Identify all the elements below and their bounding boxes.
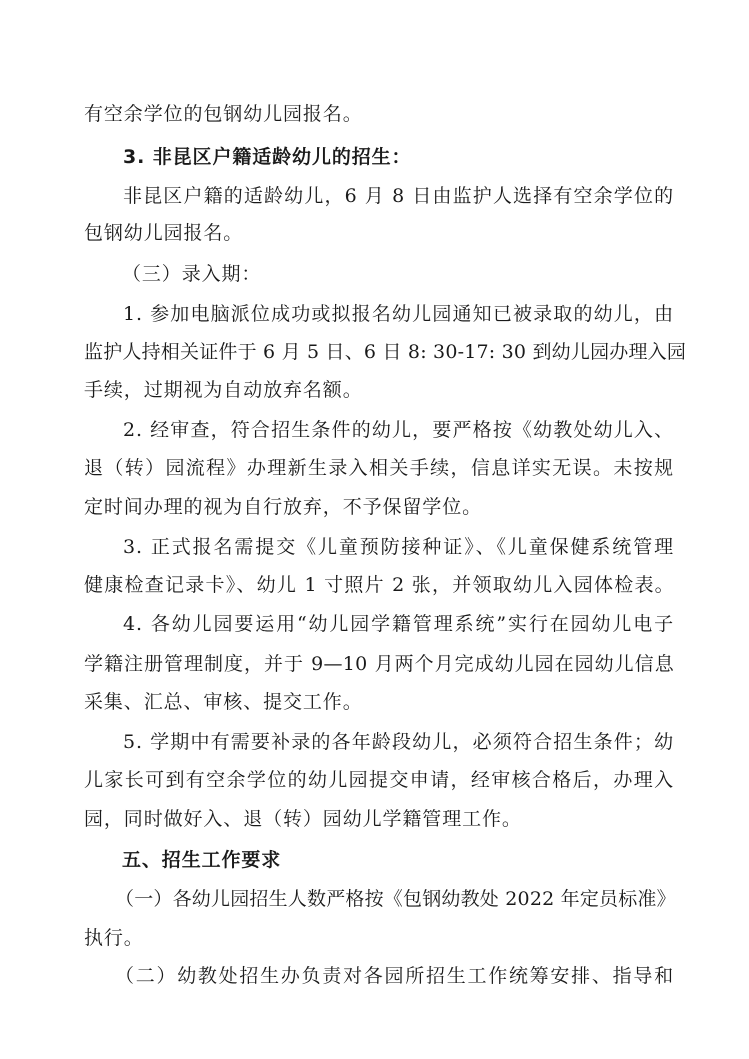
paragraph-line: 3. 正式报名需提交《儿童预防接种证》、《儿童保健系统管理 [123,536,674,558]
paragraph-line: 5. 学期中有需要补录的各年龄段幼儿，必须符合招生条件；幼 [123,731,674,753]
paragraph-line: 儿家长可到有空余学位的幼儿园提交申请，经审核合格后，办理入 [84,769,674,791]
paragraph-line: 健康检查记录卡》、幼儿 1 寸照片 2 张，并领取幼儿入园体检表。 [84,574,674,596]
paragraph-line: 1. 参加电脑派位成功或拟报名幼儿园通知已被录取的幼儿，由 [123,303,674,325]
paragraph-line: 有空余学位的包钢幼儿园报名。 [84,103,363,125]
paragraph-line: 园，同时做好入、退（转）园幼儿学籍管理工作。 [84,808,522,830]
paragraph-line: （一）各幼儿园招生人数严格按《包钢幼教处 2022 年定员标准》 [115,888,676,910]
paragraph-line: 非昆区户籍的适龄幼儿，6 月 8 日由监护人选择有空余学位的 [123,185,674,207]
paragraph-line: 退（转）园流程》办理新生录入相关手续，信息详实无误。未按规 [84,457,674,479]
paragraph-line: 监护人持相关证件于 6 月 5 日、6 日 8: 30-17: 30 到幼儿园办理入园 [84,341,687,363]
paragraph-line: 4. 各幼儿园要运用“幼儿园学籍管理系统”实行在园幼儿电子 [123,613,674,635]
paragraph-line: 学籍注册管理制度，并于 9—10 月两个月完成幼儿园在园幼儿信息 [84,653,674,675]
paragraph-line: （二）幼教处招生办负责对各园所招生工作统筹安排、指导和 [115,965,674,987]
paragraph-line: 定时间办理的视为自行放弃，不予保留学位。 [84,496,483,518]
paragraph-line: 采集、汇总、审核、提交工作。 [84,691,363,713]
paragraph-line: 包钢幼儿园报名。 [84,222,244,244]
subsection-heading: （三）录入期： [122,263,262,285]
paragraph-line: 执行。 [84,927,144,949]
section-heading: 五、招生工作要求 [122,849,282,871]
paragraph-line: 手续，过期视为自动放弃名额。 [84,379,363,401]
subsection-heading: 3. 非昆区户籍适龄幼儿的招生： [123,146,412,168]
paragraph-line: 2. 经审查，符合招生条件的幼儿，要严格按《幼教处幼儿入、 [123,419,674,441]
